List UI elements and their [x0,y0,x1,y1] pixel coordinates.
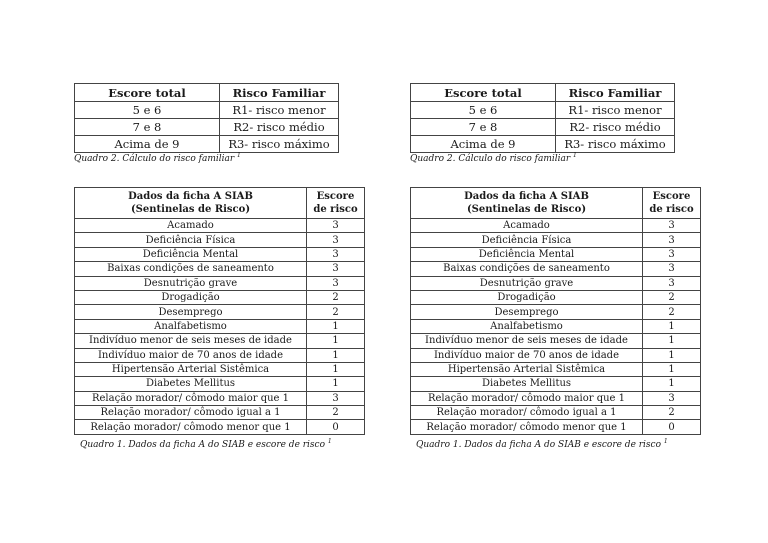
risk-score-table [74,83,339,153]
quadro2-caption [74,152,241,164]
sentinel-cell: Relação morador/ cômodo igual a 1 [75,406,307,420]
sentinel-cell: Analfabetismo [411,319,643,333]
table-row [411,391,701,405]
table-row [75,290,365,304]
sentinel-cell: Desnutrição grave [75,276,307,290]
score-range-cell: 7 e 8 [75,119,220,136]
quadro2-caption-text: Quadro 2. Cálculo do risco familiar [74,154,235,164]
table-row [75,233,365,247]
risk-score-cell: 3 [643,276,701,290]
table-row [411,377,701,391]
quadro2-caption [410,152,577,164]
risk-score-cell: 3 [307,276,365,290]
quadro1-caption-sup: 1 [327,438,332,445]
risk-score-cell: 3 [643,219,701,233]
table-row [411,102,675,119]
table-row [75,377,365,391]
quadro1-caption-sup: 1 [663,438,668,445]
table-header-row [411,188,701,219]
risk-score-cell: 1 [643,348,701,362]
header-escore-line1: Escore [652,191,691,202]
risk-score-cell: 3 [307,391,365,405]
risk-score-cell: 0 [307,420,365,434]
table-header-row [411,84,675,102]
table-row [75,247,365,261]
table-row [75,391,365,405]
score-range-cell: 7 e 8 [411,119,556,136]
risk-level-cell: R1- risco menor [556,102,675,119]
sentinel-cell: Acamado [75,219,307,233]
sentinel-cell: Relação morador/ cômodo maior que 1 [411,391,643,405]
risk-score-cell: 2 [643,290,701,304]
table-row [75,276,365,290]
table-row [411,305,701,319]
risk-score-cell: 1 [307,362,365,376]
sentinel-cell: Relação morador/ cômodo menor que 1 [75,420,307,434]
table-row [75,102,339,119]
risk-score-cell: 1 [307,319,365,333]
table-row [411,136,675,153]
quadro2-caption-sup: 1 [573,152,577,159]
quadro1-caption [416,438,668,450]
risk-score-cell: 3 [643,262,701,276]
risk-score-cell: 3 [307,233,365,247]
quadro2-caption-text: Quadro 2. Cálculo do risco familiar [410,154,571,164]
sentinel-cell: Deficiência Física [411,233,643,247]
risk-score-cell: 2 [307,305,365,319]
sentinel-cell: Indivíduo menor de seis meses de idade [75,334,307,348]
risk-level-cell: R3- risco máximo [220,136,339,153]
siab-sentinels-table [74,187,365,435]
risk-score-table [410,83,675,153]
header-escore-total: Escore total [411,84,556,102]
table-row [411,362,701,376]
sentinel-cell: Deficiência Física [75,233,307,247]
sentinel-cell: Acamado [411,219,643,233]
sentinel-cell: Desemprego [75,305,307,319]
risk-score-cell: 3 [643,233,701,247]
table-row [411,348,701,362]
table-row [411,233,701,247]
sentinel-cell: Indivíduo maior de 70 anos de idade [75,348,307,362]
header-dados-line2: (Sentinelas de Risco) [130,204,251,215]
header-dados-ficha [75,188,307,219]
header-escore-line2: de risco [649,204,694,215]
header-escore-line1: Escore [316,191,355,202]
sentinel-cell: Diabetes Mellitus [411,377,643,391]
header-escore-risco [307,188,365,219]
table-row [411,276,701,290]
risk-score-cell: 2 [643,305,701,319]
sentinel-cell: Desemprego [411,305,643,319]
score-range-cell: 5 e 6 [411,102,556,119]
risk-score-cell: 2 [643,406,701,420]
table-row [411,262,701,276]
sentinel-cell: Desnutrição grave [411,276,643,290]
table-row [411,290,701,304]
sentinel-cell: Diabetes Mellitus [75,377,307,391]
sentinel-cell: Drogadição [411,290,643,304]
table-row [75,119,339,136]
table-row [75,362,365,376]
risk-level-cell: R3- risco máximo [556,136,675,153]
table-row [411,334,701,348]
quadro2-caption-sup: 1 [237,152,241,159]
table-row [75,348,365,362]
sentinel-cell: Relação morador/ cômodo menor que 1 [411,420,643,434]
table-row [75,136,339,153]
header-dados-line2: (Sentinelas de Risco) [466,204,587,215]
sentinel-cell: Hipertensão Arterial Sistêmica [75,362,307,376]
risk-score-cell: 1 [643,334,701,348]
table-row [411,319,701,333]
sentinel-cell: Baixas condições de saneamento [411,262,643,276]
table-row [411,420,701,434]
table-row [75,319,365,333]
sentinel-cell: Baixas condições de saneamento [75,262,307,276]
header-dados-line1: Dados da ficha A SIAB [128,191,253,202]
risk-score-cell: 3 [307,247,365,261]
header-dados-line1: Dados da ficha A SIAB [464,191,589,202]
risk-level-cell: R1- risco menor [220,102,339,119]
risk-score-cell: 2 [307,290,365,304]
header-escore-line2: de risco [313,204,358,215]
sentinel-cell: Drogadição [75,290,307,304]
risk-score-cell: 3 [307,219,365,233]
risk-score-cell: 1 [307,334,365,348]
quadro1-caption [80,438,332,450]
header-escore-risco [643,188,701,219]
table-row [75,420,365,434]
table-row [75,305,365,319]
risk-score-cell: 2 [307,406,365,420]
header-risco-familiar: Risco Familiar [556,84,675,102]
header-dados-ficha [411,188,643,219]
risk-level-cell: R2- risco médio [556,119,675,136]
risk-score-cell: 1 [643,362,701,376]
risk-score-cell: 3 [307,262,365,276]
risk-score-cell: 1 [643,319,701,333]
risk-score-cell: 1 [307,348,365,362]
risk-level-cell: R2- risco médio [220,119,339,136]
score-range-cell: Acima de 9 [75,136,220,153]
risk-score-cell: 3 [643,247,701,261]
table-row [75,334,365,348]
risk-score-cell: 3 [643,391,701,405]
table-row [75,262,365,276]
table-header-row [75,188,365,219]
sentinel-cell: Deficiência Mental [75,247,307,261]
risk-score-cell: 1 [307,377,365,391]
risk-score-cell: 0 [643,420,701,434]
header-risco-familiar: Risco Familiar [220,84,339,102]
sentinel-cell: Analfabetismo [75,319,307,333]
sentinel-cell: Relação morador/ cômodo igual a 1 [411,406,643,420]
quadro1-caption-text: Quadro 1. Dados da ficha A do SIAB e escore de risco [80,440,326,450]
table-row [411,119,675,136]
sentinel-cell: Deficiência Mental [411,247,643,261]
sentinel-cell: Indivíduo maior de 70 anos de idade [411,348,643,362]
header-escore-total: Escore total [75,84,220,102]
score-range-cell: Acima de 9 [411,136,556,153]
sentinel-cell: Indivíduo menor de seis meses de idade [411,334,643,348]
table-header-row [75,84,339,102]
table-row [411,406,701,420]
table-row [411,219,701,233]
table-row [75,406,365,420]
sentinel-cell: Hipertensão Arterial Sistêmica [411,362,643,376]
risk-score-cell: 1 [643,377,701,391]
table-row [411,247,701,261]
quadro1-caption-text: Quadro 1. Dados da ficha A do SIAB e escore de risco [416,440,662,450]
table-row [75,219,365,233]
sentinel-cell: Relação morador/ cômodo maior que 1 [75,391,307,405]
score-range-cell: 5 e 6 [75,102,220,119]
siab-sentinels-table [410,187,701,435]
